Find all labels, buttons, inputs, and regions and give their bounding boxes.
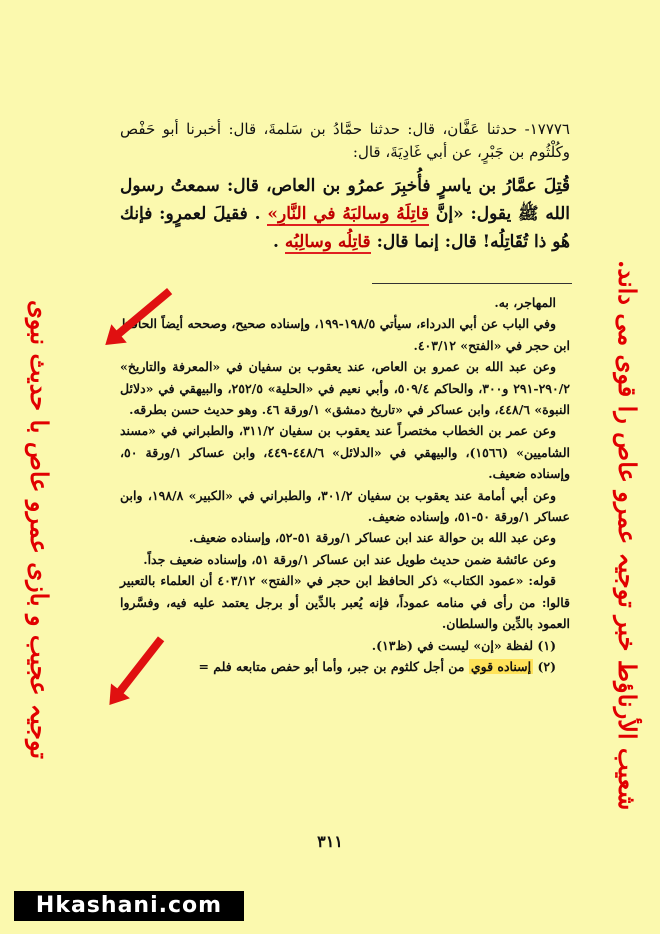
annotation-right: [602, 260, 648, 820]
footnote-1: (١) لفظة «إن» ليست في (ظ١٣).: [371, 637, 556, 653]
hadith-chain-text: ١٧٧٧٦- حدثنا عَفَّان، قال: حدثنا حمَّادُ بن سَلمةَ، قال: أخبرنا أبو حَفْص وكُلْثُوم بن جَبْرٍ، عن أبي غَادِيَةَ، قال:: [120, 120, 570, 161]
annotation-left: [14, 300, 60, 770]
note-line: وعن عبد الله بن عمرو بن العاص، عند يعقوب بن سفيان في «المعرفة والتاريخ» ٢٩٠/٢-٢٩١ و٣٠٠، والحاكم ٥٠٩/٤، وأبي نعيم في «الحلية» ٢٥٢/٥، والبيهقي في «دلائل النبوة» ٤٤٨/٦، وابن عساكر في «تاريخ دمشق» ١/ورقة ٤٦. وهو حديث حسن بطرقه.: [120, 359, 570, 418]
annotation-left-text: توجیہ عجیب و بازی عمرو عاص با حدیث نبوی: [25, 300, 54, 760]
footnote-2: (٢) إسناده قوي من أجل كلثوم بن جبر، وأما أبو حفص متابعه فلم =: [198, 658, 556, 674]
hadith-text: قُتِلَ عمَّارُ بن ياسرٍ فأُخبِرَ عمرُو بن العاص، قال: سمعتُ رسول الله ﷺ يقول: «إنَّ قاتِلَهُ وسالبَهُ في النَّارِ» . فقيلَ لعمرٍو: فإنك هُو ذا تُقَاتِلُه! قال: إنما قال: قاتِلُه وسالِبُه .: [120, 176, 571, 252]
note-line: وعن عائشة ضمن حديث طويل عند ابن عساكر ١/ورقة ٥١، وإسناده ضعيف جداً.: [143, 551, 556, 567]
hadith-chain: [120, 118, 570, 164]
highlight-yellow: إسناده قوي: [470, 658, 532, 674]
divider: [372, 283, 572, 284]
highlight-red-2: قاتِلُه وسالِبُه: [284, 232, 371, 252]
note-line: قوله: «عمود الكتاب» ذكر الحافظ ابن حجر في «الفتح» ٤٠٣/١٢ أن العلماء بالتعبير قالوا: من رأى في منامه عموداً، فإنه يُعبر بالدِّين أو برجل يعتمد عليه فيه، وفسَّروا العمود بالدِّين والسلطان.: [120, 573, 570, 632]
note-line: المهاجر، به.: [494, 295, 556, 310]
highlight-red-1: قاتِلَهُ وسالبَهُ في النَّارِ»: [267, 204, 429, 224]
note-line: وفي الباب عن أبي الدرداء، سيأتي ١٩٨/٥-١٩٩، وإسناده صحيح، وصححه أيضاً الحافظ ابن حجر في «الفتح» ٤٠٣/١٢.: [120, 316, 570, 353]
page-number: ٣١١: [317, 832, 343, 851]
notes-section: [120, 292, 570, 677]
note-line: وعن عمر بن الخطاب مختصراً عند يعقوب بن سفيان ٣١١/٢، والطبراني في «مسند الشاميين» (١٥٦٦)، والبيهقي في «الدلائل» ٤٤٨/٦-٤٤٩، وابن عساكر ١/ورقة ٥٠، وإسناده ضعيف.: [120, 423, 570, 482]
annotation-right-text: شعیب الأرناؤط خبر توجیہ عمرو عاص را قوی می داند.: [613, 260, 642, 811]
site-watermark: Hkashani.com: [14, 891, 244, 921]
note-line: وعن أبي أمامة عند يعقوب بن سفيان ٣٠١/٢، والطبراني في «الكبير» ١٩٨/٨، وابن عساكر ١/ورقة ٥٠-٥١، وإسناده ضعيف.: [120, 487, 570, 525]
note-line: وعن عبد الله بن حوالة عند ابن عساكر ١/ورقة ٥١-٥٢، وإسناده ضعيف.: [188, 530, 556, 546]
